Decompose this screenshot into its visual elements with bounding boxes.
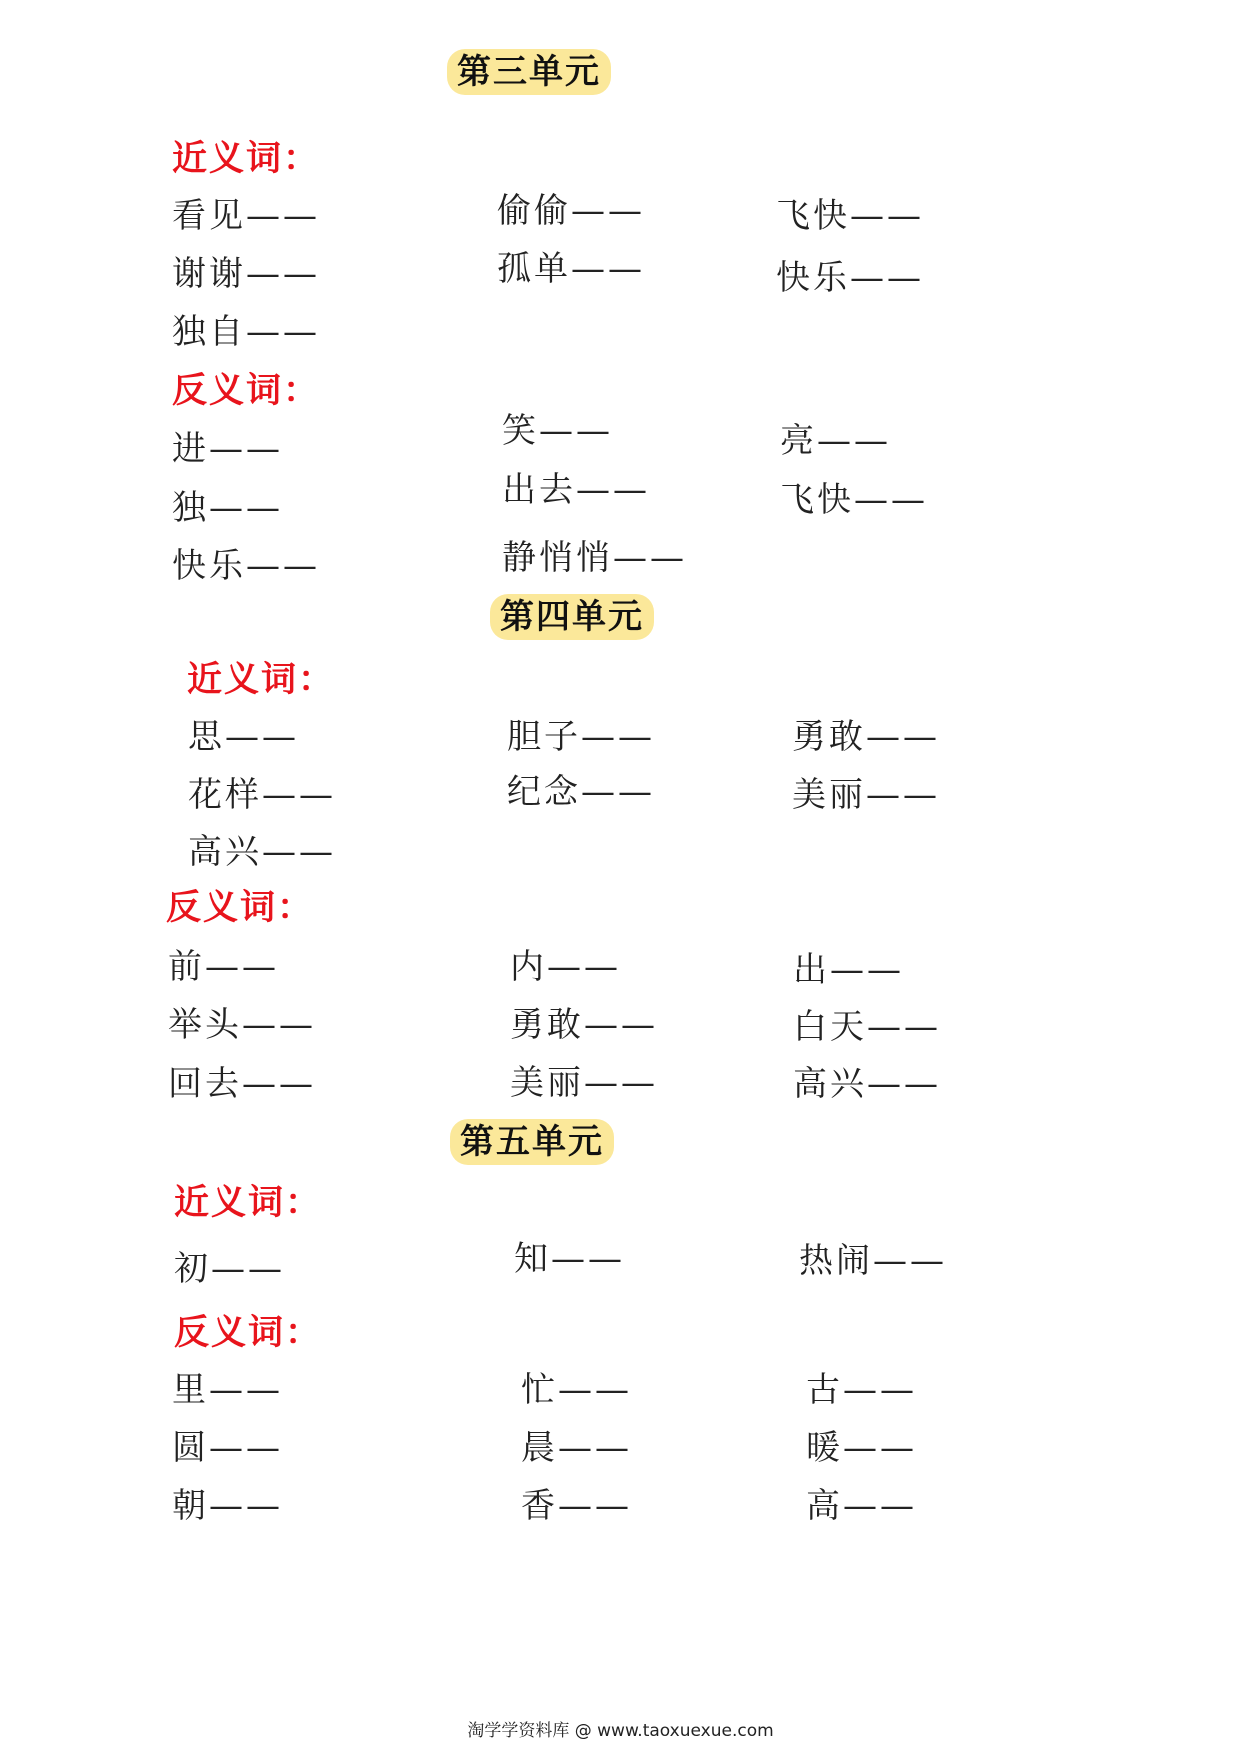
unit-3-antonym-item: 独—— (172, 488, 283, 528)
unit-5-antonym-label: 反义词： (174, 1312, 323, 1353)
unit-4-title: 第四单元 (490, 594, 654, 640)
unit-3-synonym-item: 独自—— (172, 312, 320, 352)
unit-4-antonym-item: 高兴—— (793, 1064, 941, 1104)
unit-5-antonym-item: 高—— (806, 1486, 917, 1526)
unit-5-antonym-item: 里—— (172, 1370, 283, 1410)
unit-3-synonym-label: 近义词： (172, 138, 321, 179)
unit-4-synonym-label: 近义词： (187, 659, 336, 700)
unit-3-antonym-item: 飞快—— (780, 480, 928, 520)
unit-5-antonym-item: 暖—— (806, 1428, 917, 1468)
unit-4-synonym-item: 纪念—— (507, 772, 655, 812)
unit-3-antonym-item: 快乐—— (172, 546, 320, 586)
unit-4-synonym-item: 胆子—— (507, 717, 655, 757)
unit-3-synonym-item: 谢谢—— (172, 254, 320, 294)
unit-5-synonym-item: 初—— (174, 1249, 285, 1289)
unit-4-antonym-label: 反义词： (166, 887, 315, 928)
unit-4-synonym-item: 花样—— (188, 775, 336, 815)
unit-3-synonym-item: 偷偷—— (497, 191, 645, 231)
unit-3-synonym-item: 快乐—— (776, 258, 924, 298)
unit-5-synonym-item: 知—— (514, 1239, 625, 1279)
unit-5-synonym-label: 近义词： (174, 1182, 323, 1223)
unit-3-synonym-item: 看见—— (172, 196, 320, 236)
unit-3-antonym-label: 反义词： (172, 370, 321, 411)
unit-4-antonym-item: 美丽—— (510, 1063, 658, 1103)
unit-3-title: 第三单元 (447, 49, 611, 95)
unit-4-synonym-item: 勇敢—— (792, 717, 940, 757)
unit-4-antonym-item: 勇敢—— (510, 1005, 658, 1045)
unit-3-antonym-item: 进—— (172, 429, 283, 469)
unit-5-antonym-item: 古—— (806, 1370, 917, 1410)
unit-4-antonym-item: 出—— (793, 950, 904, 990)
unit-4-synonym-item: 思—— (188, 717, 299, 757)
unit-5-synonym-item: 热闹—— (799, 1241, 947, 1281)
unit-4-synonym-item: 美丽—— (792, 775, 940, 815)
footer-watermark: 淘学学资料库 @ www.taoxuexue.com (467, 1721, 774, 1741)
unit-4-antonym-item: 前—— (168, 947, 279, 987)
unit-4-antonym-item: 白天—— (793, 1007, 941, 1047)
unit-3-antonym-item: 出去—— (502, 470, 650, 510)
unit-3-antonym-item: 笑—— (502, 411, 613, 451)
unit-5-antonym-item: 忙—— (521, 1370, 632, 1410)
unit-3-antonym-item: 亮—— (780, 421, 891, 461)
unit-4-antonym-item: 回去—— (168, 1064, 316, 1104)
unit-3-antonym-item: 静悄悄—— (502, 538, 687, 578)
unit-4-synonym-item: 高兴—— (188, 832, 336, 872)
unit-5-antonym-item: 晨—— (521, 1428, 632, 1468)
unit-4-antonym-item: 内—— (510, 947, 621, 987)
unit-3-synonym-item: 孤单—— (497, 249, 645, 289)
unit-5-antonym-item: 圆—— (172, 1428, 283, 1468)
unit-3-synonym-item: 飞快—— (776, 196, 924, 236)
unit-4-antonym-item: 举头—— (168, 1005, 316, 1045)
unit-5-antonym-item: 朝—— (172, 1486, 283, 1526)
unit-5-antonym-item: 香—— (521, 1486, 632, 1526)
unit-5-title: 第五单元 (450, 1119, 614, 1165)
